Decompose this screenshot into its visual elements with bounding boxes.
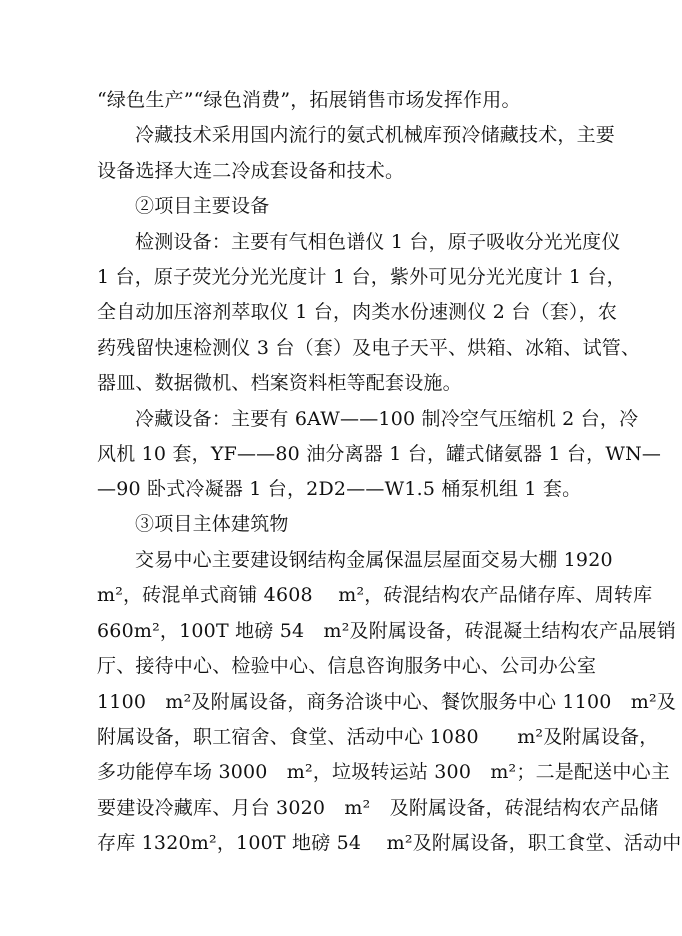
text-line: 附属设备，职工宿舍、食堂、活动中心 1080 m²及附属设备，: [97, 726, 659, 748]
text-line: 要建设冷藏库、月台 3020 m² 及附属设备，砖混结构农产品储: [97, 797, 659, 819]
text-line: 660m²，100T 地磅 54 m²及附属设备，砖混凝土结构农产品展销: [97, 620, 676, 642]
text-line: m²，砖混单式商铺 4608 m²，砖混结构农产品储存库、周转库: [97, 584, 653, 606]
text-line: 全自动加压溶剂萃取仪 1 台，肉类水份速测仪 2 台（套），农: [97, 301, 618, 323]
text-line: 冷藏设备：主要有 6AW——100 制冷空气压缩机 2 台，冷: [135, 408, 639, 430]
section-heading-equipment: ②项目主要设备: [135, 195, 270, 217]
text-line: 设备选择大连二冷成套设备和技术。: [97, 160, 405, 182]
text-line: 检测设备：主要有气相色谱仪 1 台，原子吸收分光光度仪: [135, 231, 621, 253]
text-line: 1100 m²及附属设备，商务洽谈中心、餐饮服务中心 1100 m²及: [97, 691, 677, 713]
text-line: 器皿、数据微机、档案资料柜等配套设施。: [97, 372, 462, 394]
text-line: “绿色生产”“绿色消费”，拓展销售市场发挥作用。: [97, 89, 521, 111]
section-heading-buildings: ③项目主体建筑物: [135, 513, 289, 535]
text-line: 交易中心主要建设钢结构金属保温层屋面交易大棚 1920: [135, 549, 613, 571]
text-line: 风机 10 套，YF——80 油分离器 1 台，罐式储氨器 1 台，WN—: [97, 443, 662, 465]
text-line: 1 台，原子荧光分光光度计 1 台，紫外可见分光光度计 1 台，: [97, 266, 626, 288]
text-line: 厅、接待中心、检验中心、信息咨询服务中心、公司办公室: [97, 655, 597, 677]
text-line: —90 卧式冷凝器 1 台，2D2——W1.5 桶泵机组 1 套。: [97, 478, 582, 500]
text-line: 冷藏技术采用国内流行的氨式机械库预冷储藏技术，主要: [135, 124, 616, 146]
text-line: 存库 1320m²，100T 地磅 54 m²及附属设备，职工食堂、活动中: [97, 832, 682, 854]
text-line: 药残留快速检测仪 3 台（套）及电子天平、烘箱、冰箱、试管、: [97, 337, 641, 359]
text-line: 多功能停车场 3000 m²，垃圾转运站 300 m²；二是配送中心主: [97, 761, 670, 783]
